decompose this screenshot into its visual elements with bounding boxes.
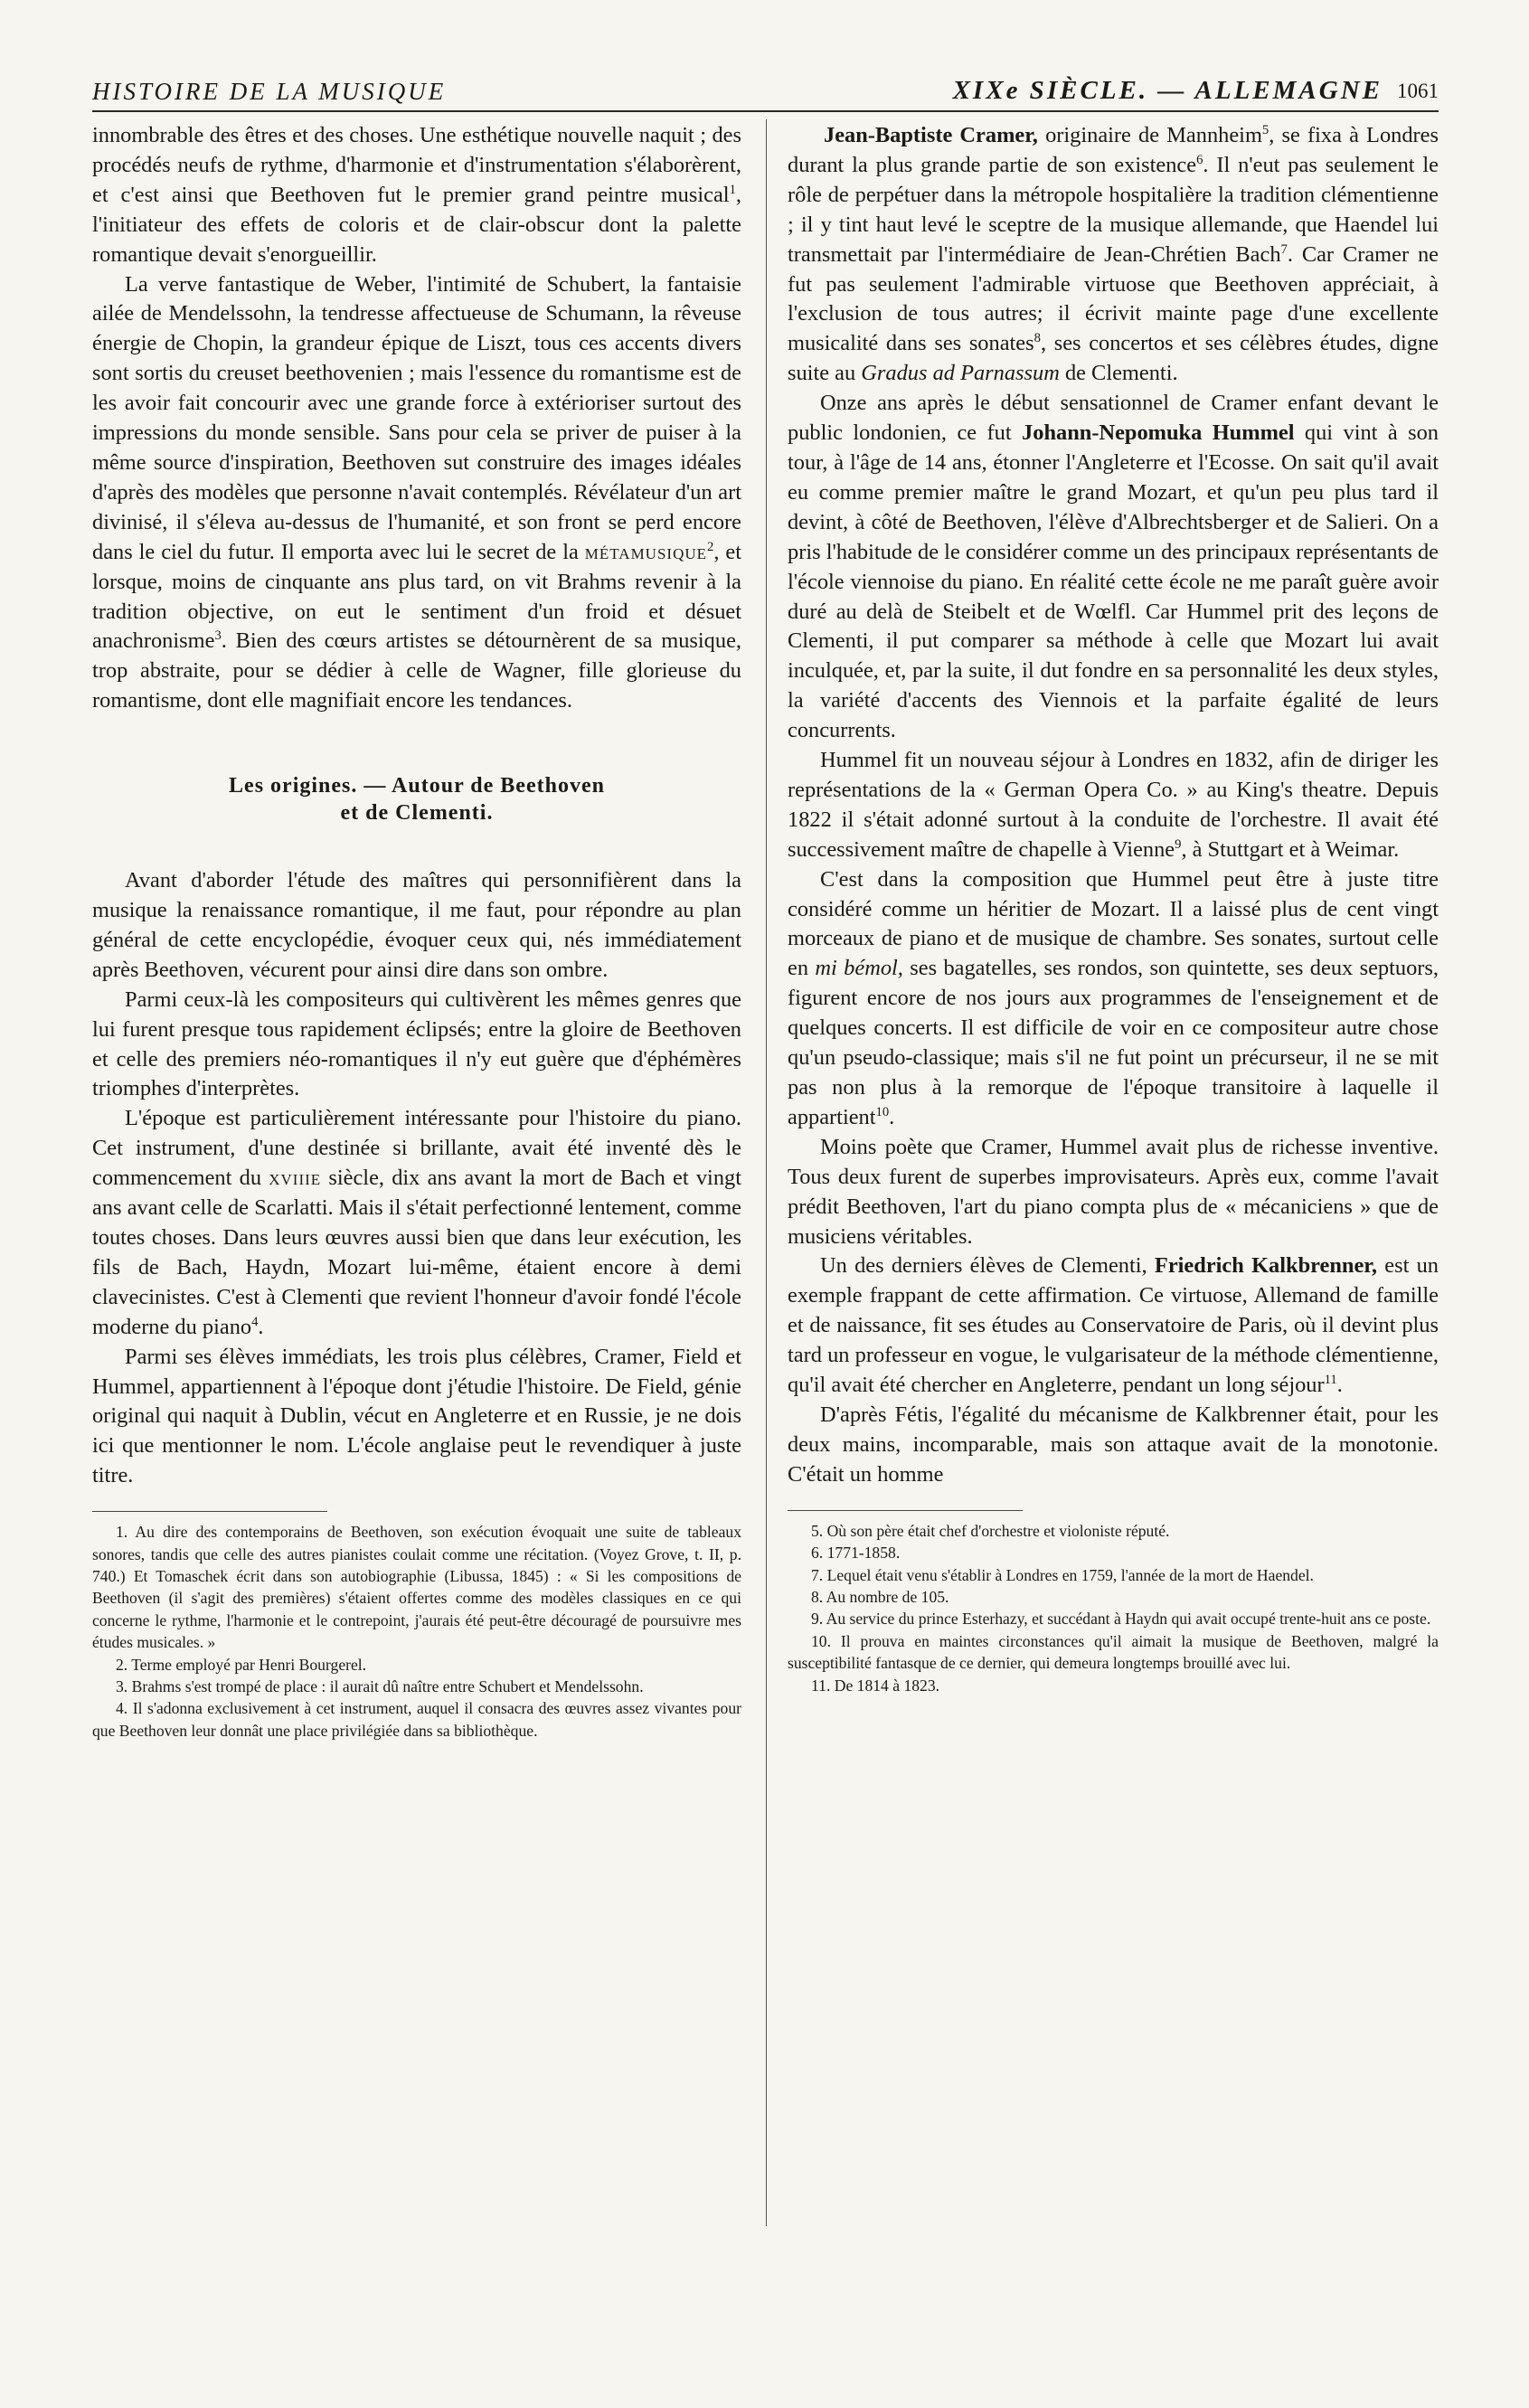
paragraph: Parmi ceux-là les compositeurs qui cultivèrent les mêmes genres que lui furent presque tous rapidement éclipsés; entre la gloire de Beethoven et celle des premiers néo-romantiques il n'y eut guère que d'éphémères triomphes d'interprètes.	[92, 987, 741, 1101]
paragraph: Avant d'aborder l'étude des maîtres qui personnifièrent dans la musique la renaissance romantique, il me faut, pour répondre au plan général de cette encyclopédie, évoquer ceux qui, nés immédiatement après Beethoven, vécurent pour ainsi dire dans son ombre.	[92, 868, 741, 982]
footnote: 8. Au nombre de 105.	[811, 1587, 949, 1606]
footnote-rule	[788, 1510, 1023, 1511]
footnote: 6. 1771-1858.	[811, 1544, 901, 1563]
left-column	[92, 121, 741, 1742]
footnote: 9. Au service du prince Esterhazy, et succédant à Haydn qui avait occupé trente-huit ans ce poste.	[811, 1610, 1431, 1629]
footnote: 3. Brahms s'est trompé de place : il aurait dû naître entre Schubert et Mendelssohn.	[116, 1677, 644, 1695]
footnote: 1. Au dire des contemporains de Beethoven, son exécution évoquait une suite de tableaux sonores, tandis que celle des autres pianistes coulait comme une récitation. (Voyez Grove, t. II, p. 740.) Et Tomaschek écrit dans son autobiographie (Libussa, 1845) : « Si les compositions de Beethoven (il s'agit des premières) s'étaient offertes comme des modèles classiques en ce qui concerne le rythme, l'harmonie et le contrepoint, j'aurais été peut-être découragé de poursuivre mes études musicales. »	[92, 1523, 741, 1652]
paragraph: innombrable des êtres et des choses. Une esthétique nouvelle naquit ; des procédés neufs de rythme, d'harmonie et d'instrumentation s'élaborèrent, et c'est ainsi que Beethoven fut le premier grand peintre musical$^1$, l'initiateur des effets de coloris et de clair-obscur dont la palette romantique devait s'enorgueillir.	[92, 123, 741, 267]
running-header	[92, 74, 1439, 112]
paragraph: Onze ans après le début sensationnel de Cramer enfant devant le public londonien, ce fut Johann-Nepomuka Hummel qui vint à son tour, à l'âge de 14 ans, étonner l'Angleterre et l'Ecosse. On sait qu'il avait eu comme premier maître le grand Mozart, et qu'un peu plus tard il devint, à côté de Beethoven, l'élève d'Albrechtsberger et de Salieri. On a pris l'habitude de le considérer comme un des principaux représentants de l'école viennoise du piano. En réalité cette école ne me paraît guère avoir duré au delà de Steibelt et de Wœlfl. Car Hummel prit des leçons de Clementi, il put comparer sa méthode à celle que Mozart lui avait inculquée, et, par la suite, il dut fondre en sa personnalité les deux styles, la variété d'accents des Viennois et la parfaite égalité de leurs concurrents.	[788, 391, 1439, 743]
page-number: 1061	[1397, 80, 1439, 102]
footnote-rule	[92, 1511, 327, 1512]
paragraph: C'est dans la composition que Hummel peut être à juste titre considéré comme un héritier de Mozart. Il a laissé plus de cent vingt morceaux de piano et de musique de chambre. Ses sonates, surtout celle en mi bémol, ses bagatelles, ses rondos, son quintette, ses deux septuors, figurent encore de nos jours aux programmes de l'enseignement et de quelques concerts. Il est difficile de voir en ce compositeur autre chose qu'un pseudo-classique; mais s'il ne fut point un précurseur, il ne se mit pas non plus à la remorque de l'époque transitoire à laquelle il appartient$^{10}$.	[788, 866, 1439, 1129]
right-column	[788, 121, 1439, 1696]
paragraph: La verve fantastique de Weber, l'intimité de Schubert, la fantaisie ailée de Mendelssohn, la tendresse affectueuse de Schumann, la rêveuse énergie de Chopin, la grandeur épique de Liszt, tous ces accents divers sont sortis du creuset beethovenien ; mais l'essence du romantisme est de les avoir fait concourir avec une grande force à extérioriser surtout des impressions du monde sensible. Sans pour cela se priver de puiser à la même source d'inspiration, Beethoven sut construire des images idéales d'après des modèles que personne n'avait contemplés. Révélateur d'un art divinisé, il s'éleva au-dessus de l'humanité, et son front se perd encore dans le ciel du futur. Il emporta avec lui le secret de la métamusique$^2$, et lorsque, moins de cinquante ans plus tard, on vit Brahms revenir à la tradition objective, on eut le sentiment d'un froid et désuet anachronisme$^3$. Bien des cœurs artistes se détournèrent de sa musique, trop abstraite, pour se dédier à celle de Wagner, fille glorieuse du romantisme, dont elle magnifiait encore les tendances.	[92, 271, 741, 713]
footnotes-left	[92, 1521, 741, 1742]
paragraph: Hummel fit un nouveau séjour à Londres en 1832, afin de diriger les représentations de la « German Opera Co. » au King's theatre. Depuis 1822 il s'était adonné surtout à la conduite de l'orchestre. Il avait été successivement maître de chapelle à Vienne$^9$, à Stuttgart et à Weimar.	[788, 748, 1439, 862]
paragraph: Moins poète que Cramer, Hummel avait plus de richesse inventive. Tous deux furent de superbes improvisateurs. Après eux, comme l'avait prédit Beethoven, l'art du piano compta plus de « mécaniciens » que de musiciens véritables.	[788, 1134, 1439, 1249]
paragraph: D'après Fétis, l'égalité du mécanisme de Kalkbrenner était, pour les deux mains, incomparable, mais son attaque avait de la monotonie. C'était un homme	[788, 1402, 1439, 1487]
footnote: 2. Terme employé par Henri Bourgerel.	[116, 1655, 367, 1674]
paragraph: L'époque est particulièrement intéressante pour l'histoire du piano. Cet instrument, d'une destinée si brillante, avait été inventé dès le commencement du xviiie siècle, dix ans avant la mort de Bach et vingt ans avant celle de Scarlatti. Mais il s'était perfectionné lentement, comme toutes choses. Dans leurs œuvres aussi bien que dans leur exécution, les fils de Bach, Haydn, Mozart lui-même, étaient encore à demi clavecinistes. C'est à Clementi que revient l'honneur d'avoir fondé l'école moderne du piano$^4$.	[92, 1106, 741, 1339]
column-divider	[766, 119, 767, 2226]
running-title-left: HISTOIRE DE LA MUSIQUE	[92, 78, 447, 105]
section-heading: Les origines. — Autour de Beethoven et de Clementi.	[229, 774, 605, 826]
paragraph: Un des derniers élèves de Clementi, Friedrich Kalkbrenner, est un exemple frappant de cette affirmation. Ce virtuose, Allemand de famille et de naissance, fit ses études au Conservatoire de Paris, où il devint plus tard un professeur en vogue, le vulgarisateur de la méthode clémentienne, qu'il avait été chercher en Angleterre, pendant un long séjour$^{11}$.	[788, 1253, 1439, 1398]
footnote: 7. Lequel était venu s'établir à Londres en 1759, l'année de la mort de Haendel.	[811, 1565, 1314, 1584]
footnote: 5. Où son père était chef d'orchestre et violoniste réputé.	[811, 1521, 1170, 1540]
footnote: 4. Il s'adonna exclusivement à cet instrument, auquel il consacra des œuvres assez vivantes pour que Beethoven leur donnât une place privilégiée dans sa bibliothèque.	[92, 1699, 741, 1740]
paragraph: Jean-Baptiste Cramer, originaire de Mannheim$^5$, se fixa à Londres durant la plus grande partie de son existence$^6$. Il n'eut pas seulement le rôle de perpétuer dans la métropole hospitalière la tradition clémentienne ; il y tint haut levé le sceptre de la musique allemande, que Haendel lui transmettait par l'intermédiaire de Jean-Chrétien Bach$^7$. Car Cramer ne fut pas seulement l'admirable virtuose que Beethoven appréciait, à l'exclusion de tous autres; il écrivit mainte page d'une excellente musicalité dans ses sonates$^8$, ses concertos et ses célèbres études, digne suite au Gradus ad Parnassum de Clementi.	[788, 122, 1439, 386]
footnote: 10. Il prouva en maintes circonstances qu'il aimait la musique de Beethoven, malgré la susceptibilité fantasque de ce dernier, qui demeura longtemps brouillé avec lui.	[788, 1631, 1439, 1673]
footnote: 11. De 1814 à 1823.	[811, 1676, 940, 1695]
footnotes-right	[788, 1520, 1439, 1696]
running-title-right: XIXe SIÈCLE. — ALLEMAGNE	[952, 76, 1383, 105]
paragraph: Parmi ses élèves immédiats, les trois plus célèbres, Cramer, Field et Hummel, appartiennent à l'époque dont j'étudie l'histoire. De Field, génie original qui naquit à Dublin, vécut en Angleterre et en Russie, je ne dois ici que mentionner le nom. L'école anglaise peut le revendiquer à juste titre.	[92, 1344, 741, 1488]
